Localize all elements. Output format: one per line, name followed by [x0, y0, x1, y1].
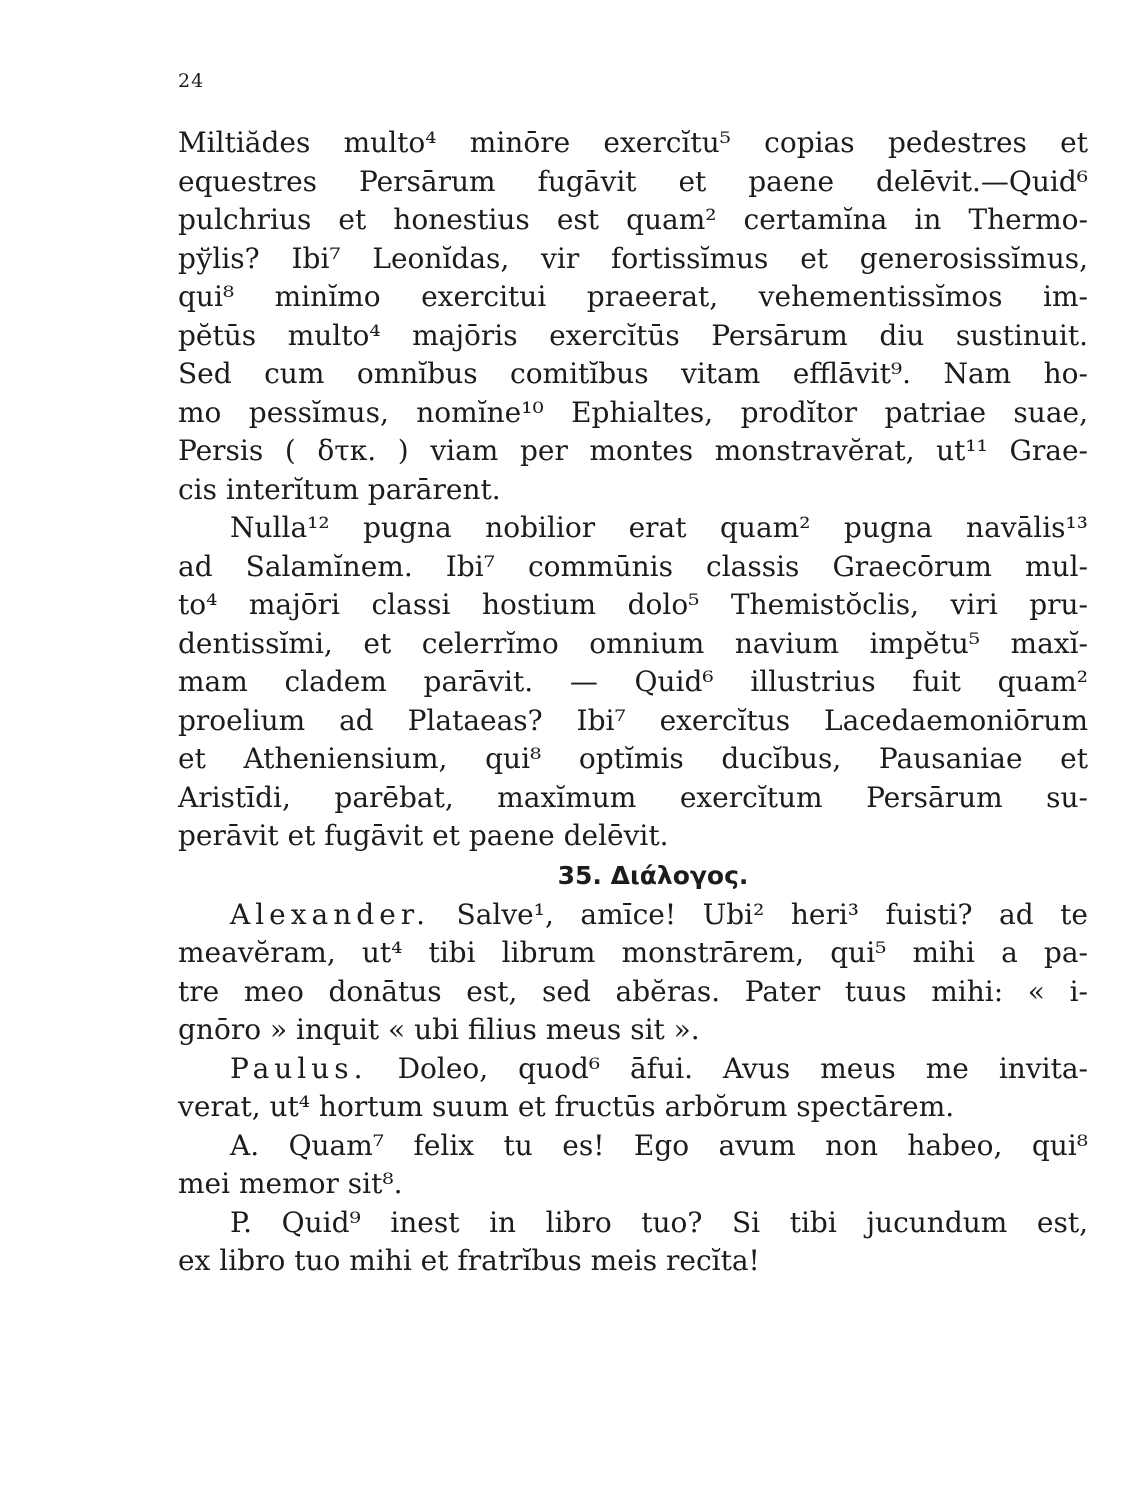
text-line: mei memor sit⁸. — [178, 1167, 403, 1200]
text-line: ex libro tuo mihi et fratrĭbus meis recĭta! — [178, 1244, 760, 1277]
dialogue-alexander-1 — [178, 896, 1088, 1050]
speech-text: Quam⁷ felix tu es! Ego avum non habeo, qui⁸ — [288, 1128, 1088, 1162]
text-line: ad Salamĭnem. Ibi⁷ commūnis classis Graecōrum mul- — [178, 549, 1088, 583]
speech-text: Quid⁹ inest in libro tuo? Si tibi jucundum est, — [281, 1205, 1088, 1239]
text-line: perāvit et fugāvit et paene delēvit. — [178, 819, 669, 852]
section-heading — [178, 856, 1088, 896]
text-line: equestres Persārum fugāvit et paene delēvit.—Quid⁶ — [178, 164, 1088, 198]
text-line: Aristīdi, parēbat, maxĭmum exercĭtum Persārum su- — [178, 780, 1088, 814]
text-line: cis interĭtum parārent. — [178, 472, 501, 506]
dialogue-paulus-2 — [178, 1204, 1088, 1281]
text-line: mam cladem parāvit. — Quid⁶ illustrius fuit quam² — [178, 665, 1088, 698]
text-line: Miltiădes multo⁴ minōre exercĭtu⁵ copias pedestres et — [178, 126, 1088, 159]
text-line — [178, 1050, 1088, 1089]
page-number: 24 — [178, 70, 205, 92]
dialogue-alexander-2 — [178, 1127, 1088, 1204]
speech-text: Salve¹, amīce! Ubi² heri³ fuisti? ad te — [456, 897, 1089, 931]
text-line: qui⁸ minĭmo exercitui praeerat, vehementissĭmos im- — [178, 280, 1088, 313]
text-line: meavĕram, ut⁴ tibi librum monstrārem, qui⁵ mihi a pa- — [178, 936, 1088, 969]
text-line: to⁴ majōri classi hostium dolo⁵ Themistŏclis, viri pru- — [178, 588, 1088, 621]
speaker-name: Alexander. — [230, 897, 430, 931]
section-title: Διάλογος. — [610, 860, 749, 890]
text-line: et Atheniensium, qui⁸ optĭmis ducĭbus, Pausaniae et — [178, 742, 1088, 775]
text-line: verat, ut⁴ hortum suum et fructūs arbŏrum spectārem. — [178, 1090, 955, 1123]
paragraph-salamis — [178, 509, 1088, 856]
text-line: proelium ad Plataeas? Ibi⁷ exercĭtus Lacedaemoniōrum — [178, 703, 1088, 737]
speaker-name: P. — [230, 1205, 253, 1239]
text-line: pĕtūs multo⁴ majōris exercĭtūs Persārum diu sustinuit. — [178, 318, 1088, 352]
text-line: tre meo donātus est, sed abĕras. Pater tuus mihi: « i- — [178, 974, 1088, 1008]
text-line: Sed cum omnĭbus comitĭbus vitam efflāvit⁹. Nam ho- — [178, 357, 1088, 390]
text-line — [178, 896, 1088, 935]
speaker-name: Paulus. — [230, 1051, 368, 1085]
text-body — [178, 124, 1088, 1281]
dialogue-paulus-1 — [178, 1050, 1088, 1127]
speaker-name: A. — [230, 1128, 260, 1162]
paragraph-miltiades — [178, 124, 1088, 509]
text-line: gnōro » inquit « ubi filius meus sit ». — [178, 1013, 700, 1046]
text-line: pulchrius et honestius est quam² certamĭna in Thermo- — [178, 203, 1088, 236]
section-number: 35. — [557, 860, 602, 890]
text-line — [178, 1204, 1088, 1243]
speech-text: Doleo, quod⁶ āfui. Avus meus me invita- — [397, 1051, 1088, 1085]
text-line: Nulla¹² pugna nobilior erat quam² pugna navālis¹³ — [230, 511, 1088, 544]
text-line: pўlis? Ibi⁷ Leonĭdas, vir fortissĭmus et generosissĭmus, — [178, 241, 1088, 275]
text-line: Persis ( δτκ. ) viam per montes monstravĕrat, ut¹¹ Grae- — [178, 434, 1088, 467]
text-line: mo pessĭmus, nomĭne¹⁰ Ephialtes, prodĭtor patriae suae, — [178, 395, 1088, 429]
text-line: dentissĭmi, et celerrĭmo omnium navium impĕtu⁵ maxĭ- — [178, 626, 1088, 660]
text-line — [178, 1127, 1088, 1166]
